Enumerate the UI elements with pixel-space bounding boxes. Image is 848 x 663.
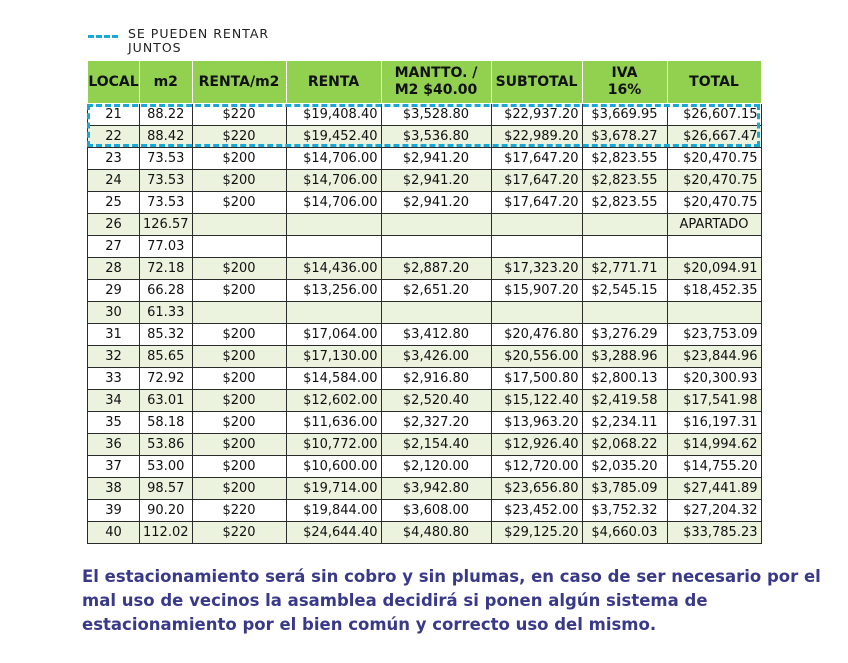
cell-local: 40	[88, 522, 140, 544]
cell-subtotal: $17,647.20	[491, 148, 582, 170]
cell-total: $14,994.62	[667, 434, 761, 456]
cell-mantto: $2,651.20	[381, 280, 491, 302]
cell-mantto: $2,520.40	[381, 390, 491, 412]
cell-renta-m2: $200	[192, 412, 286, 434]
cell-total: $23,844.96	[667, 346, 761, 368]
table-row	[88, 236, 762, 258]
table-row	[88, 522, 762, 544]
cell-subtotal: $29,125.20	[491, 522, 582, 544]
cell-total: $14,755.20	[667, 456, 761, 478]
header-total: TOTAL	[667, 61, 761, 104]
cell-m2: 73.53	[140, 192, 193, 214]
cell-mantto	[381, 236, 491, 258]
cell-local: 22	[88, 126, 140, 148]
cell-renta: $13,256.00	[286, 280, 381, 302]
cell-renta-m2: $200	[192, 170, 286, 192]
cell-renta: $17,064.00	[286, 324, 381, 346]
cell-local: 24	[88, 170, 140, 192]
cell-renta: $14,706.00	[286, 192, 381, 214]
cell-local: 31	[88, 324, 140, 346]
cell-m2: 98.57	[140, 478, 193, 500]
cell-renta-m2: $200	[192, 456, 286, 478]
cell-local: 25	[88, 192, 140, 214]
cell-renta-m2: $200	[192, 192, 286, 214]
cell-renta-m2: $200	[192, 390, 286, 412]
cell-iva: $2,800.13	[582, 368, 667, 390]
cell-total: APARTADO	[667, 214, 761, 236]
cell-local: 26	[88, 214, 140, 236]
cell-subtotal: $22,989.20	[491, 126, 582, 148]
cell-iva: $2,771.71	[582, 258, 667, 280]
cell-subtotal: $13,963.20	[491, 412, 582, 434]
cell-renta-m2: $200	[192, 258, 286, 280]
header-m2: m2	[140, 61, 193, 104]
cell-iva: $3,678.27	[582, 126, 667, 148]
table-row	[88, 280, 762, 302]
cell-mantto: $3,528.80	[381, 104, 491, 126]
cell-renta: $14,706.00	[286, 170, 381, 192]
cell-iva: $3,785.09	[582, 478, 667, 500]
cell-m2: 66.28	[140, 280, 193, 302]
cell-mantto: $3,426.00	[381, 346, 491, 368]
cell-mantto: $2,120.00	[381, 456, 491, 478]
cell-renta-m2	[192, 236, 286, 258]
cell-mantto	[381, 302, 491, 324]
legend-dashed-line-icon	[88, 35, 118, 38]
cell-renta: $14,436.00	[286, 258, 381, 280]
cell-subtotal: $23,656.80	[491, 478, 582, 500]
cell-iva: $3,288.96	[582, 346, 667, 368]
cell-total: $27,204.32	[667, 500, 761, 522]
cell-m2: 88.22	[140, 104, 193, 126]
cell-subtotal: $12,720.00	[491, 456, 582, 478]
cell-renta-m2: $220	[192, 500, 286, 522]
cell-subtotal: $15,907.20	[491, 280, 582, 302]
cell-local: 23	[88, 148, 140, 170]
table-row	[88, 390, 762, 412]
header-renta-m2: RENTA/m2	[192, 61, 286, 104]
cell-m2: 126.57	[140, 214, 193, 236]
cell-renta	[286, 302, 381, 324]
header-renta: RENTA	[286, 61, 381, 104]
cell-subtotal: $15,122.40	[491, 390, 582, 412]
cell-iva	[582, 302, 667, 324]
cell-renta-m2: $220	[192, 126, 286, 148]
cell-m2: 77.03	[140, 236, 193, 258]
cell-m2: 61.33	[140, 302, 193, 324]
cell-renta: $19,408.40	[286, 104, 381, 126]
cell-iva: $2,035.20	[582, 456, 667, 478]
cell-total: $23,753.09	[667, 324, 761, 346]
cell-m2: 53.86	[140, 434, 193, 456]
cell-total: $20,470.75	[667, 192, 761, 214]
cell-m2: 53.00	[140, 456, 193, 478]
cell-m2: 73.53	[140, 170, 193, 192]
table-row	[88, 478, 762, 500]
cell-renta-m2: $220	[192, 522, 286, 544]
cell-m2: 58.18	[140, 412, 193, 434]
cell-mantto: $2,941.20	[381, 192, 491, 214]
cell-iva: $3,752.32	[582, 500, 667, 522]
header-subtotal: SUBTOTAL	[491, 61, 582, 104]
cell-subtotal: $17,500.80	[491, 368, 582, 390]
cell-local: 35	[88, 412, 140, 434]
header-local: LOCAL	[88, 61, 140, 104]
table-row	[88, 258, 762, 280]
cell-renta: $12,602.00	[286, 390, 381, 412]
cell-local: 34	[88, 390, 140, 412]
table-row	[88, 126, 762, 148]
cell-iva: $2,823.55	[582, 170, 667, 192]
cell-renta: $24,644.40	[286, 522, 381, 544]
cell-local: 30	[88, 302, 140, 324]
cell-renta: $19,844.00	[286, 500, 381, 522]
cell-local: 27	[88, 236, 140, 258]
cell-iva	[582, 214, 667, 236]
table-row	[88, 324, 762, 346]
cell-renta: $11,636.00	[286, 412, 381, 434]
cell-iva: $2,234.11	[582, 412, 667, 434]
cell-renta-m2: $200	[192, 478, 286, 500]
cell-iva: $2,823.55	[582, 148, 667, 170]
table-row	[88, 500, 762, 522]
table-row	[88, 412, 762, 434]
cell-renta-m2	[192, 214, 286, 236]
table-row	[88, 346, 762, 368]
cell-iva: $2,823.55	[582, 192, 667, 214]
cell-iva: $2,545.15	[582, 280, 667, 302]
cell-iva	[582, 236, 667, 258]
cell-m2: 85.65	[140, 346, 193, 368]
table-row	[88, 456, 762, 478]
cell-renta: $14,584.00	[286, 368, 381, 390]
legend-label: SE PUEDEN RENTAR JUNTOS	[128, 26, 270, 55]
cell-total: $27,441.89	[667, 478, 761, 500]
cell-mantto: $2,327.20	[381, 412, 491, 434]
cell-local: 28	[88, 258, 140, 280]
cell-mantto: $3,536.80	[381, 126, 491, 148]
header-mantto: MANTTO. / M2 $40.00	[381, 61, 491, 104]
cell-subtotal	[491, 214, 582, 236]
cell-local: 29	[88, 280, 140, 302]
cell-local: 21	[88, 104, 140, 126]
table-row	[88, 368, 762, 390]
cell-total: $20,094.91	[667, 258, 761, 280]
table-header-row	[88, 61, 762, 104]
cell-m2: 90.20	[140, 500, 193, 522]
cell-renta: $10,600.00	[286, 456, 381, 478]
cell-m2: 73.53	[140, 148, 193, 170]
table-row	[88, 302, 762, 324]
cell-total: $17,541.98	[667, 390, 761, 412]
cell-local: 37	[88, 456, 140, 478]
cell-iva: $3,669.95	[582, 104, 667, 126]
cell-renta-m2: $200	[192, 346, 286, 368]
cell-subtotal: $22,937.20	[491, 104, 582, 126]
cell-subtotal: $23,452.00	[491, 500, 582, 522]
table-row	[88, 104, 762, 126]
cell-local: 38	[88, 478, 140, 500]
cell-local: 32	[88, 346, 140, 368]
cell-mantto: $2,916.80	[381, 368, 491, 390]
cell-renta-m2: $200	[192, 324, 286, 346]
cell-subtotal	[491, 302, 582, 324]
cell-mantto	[381, 214, 491, 236]
cell-mantto: $2,154.40	[381, 434, 491, 456]
cell-renta: $19,452.40	[286, 126, 381, 148]
cell-total	[667, 302, 761, 324]
cell-renta: $17,130.00	[286, 346, 381, 368]
table-row	[88, 434, 762, 456]
cell-renta-m2: $220	[192, 104, 286, 126]
cell-subtotal: $20,476.80	[491, 324, 582, 346]
cell-renta: $19,714.00	[286, 478, 381, 500]
rent-table	[87, 60, 762, 544]
cell-renta: $10,772.00	[286, 434, 381, 456]
cell-iva: $3,276.29	[582, 324, 667, 346]
cell-total: $20,470.75	[667, 170, 761, 192]
cell-iva: $2,419.58	[582, 390, 667, 412]
cell-total	[667, 236, 761, 258]
cell-subtotal: $20,556.00	[491, 346, 582, 368]
table-row	[88, 192, 762, 214]
cell-m2: 72.92	[140, 368, 193, 390]
header-iva: IVA 16%	[582, 61, 667, 104]
cell-mantto: $2,941.20	[381, 170, 491, 192]
cell-local: 39	[88, 500, 140, 522]
cell-total: $26,667.47	[667, 126, 761, 148]
cell-renta-m2: $200	[192, 434, 286, 456]
cell-m2: 85.32	[140, 324, 193, 346]
cell-total: $20,470.75	[667, 148, 761, 170]
cell-renta	[286, 236, 381, 258]
cell-renta: $14,706.00	[286, 148, 381, 170]
cell-total: $26,607.15	[667, 104, 761, 126]
cell-m2: 63.01	[140, 390, 193, 412]
cell-m2: 72.18	[140, 258, 193, 280]
cell-mantto: $2,887.20	[381, 258, 491, 280]
cell-renta-m2: $200	[192, 148, 286, 170]
cell-mantto: $3,608.00	[381, 500, 491, 522]
cell-local: 33	[88, 368, 140, 390]
cell-local: 36	[88, 434, 140, 456]
cell-m2: 88.42	[140, 126, 193, 148]
cell-mantto: $3,412.80	[381, 324, 491, 346]
cell-subtotal: $17,647.20	[491, 170, 582, 192]
cell-subtotal: $17,323.20	[491, 258, 582, 280]
cell-iva: $2,068.22	[582, 434, 667, 456]
cell-total: $20,300.93	[667, 368, 761, 390]
cell-renta-m2	[192, 302, 286, 324]
cell-renta-m2: $200	[192, 280, 286, 302]
cell-total: $33,785.23	[667, 522, 761, 544]
cell-renta-m2: $200	[192, 368, 286, 390]
cell-subtotal: $17,647.20	[491, 192, 582, 214]
table-row	[88, 214, 762, 236]
cell-mantto: $2,941.20	[381, 148, 491, 170]
cell-iva: $4,660.03	[582, 522, 667, 544]
cell-total: $16,197.31	[667, 412, 761, 434]
table-row	[88, 170, 762, 192]
cell-renta	[286, 214, 381, 236]
cell-mantto: $3,942.80	[381, 478, 491, 500]
table-row	[88, 148, 762, 170]
cell-mantto: $4,480.80	[381, 522, 491, 544]
parking-note: El estacionamiento será sin cobro y sin plumas, en caso de ser necesario por el mal uso de vecinos la asamblea decidirá si ponen algún sistema de estacionamiento por el bien común y correcto uso del mismo.	[82, 567, 821, 634]
cell-subtotal	[491, 236, 582, 258]
cell-m2: 112.02	[140, 522, 193, 544]
cell-subtotal: $12,926.40	[491, 434, 582, 456]
cell-total: $18,452.35	[667, 280, 761, 302]
